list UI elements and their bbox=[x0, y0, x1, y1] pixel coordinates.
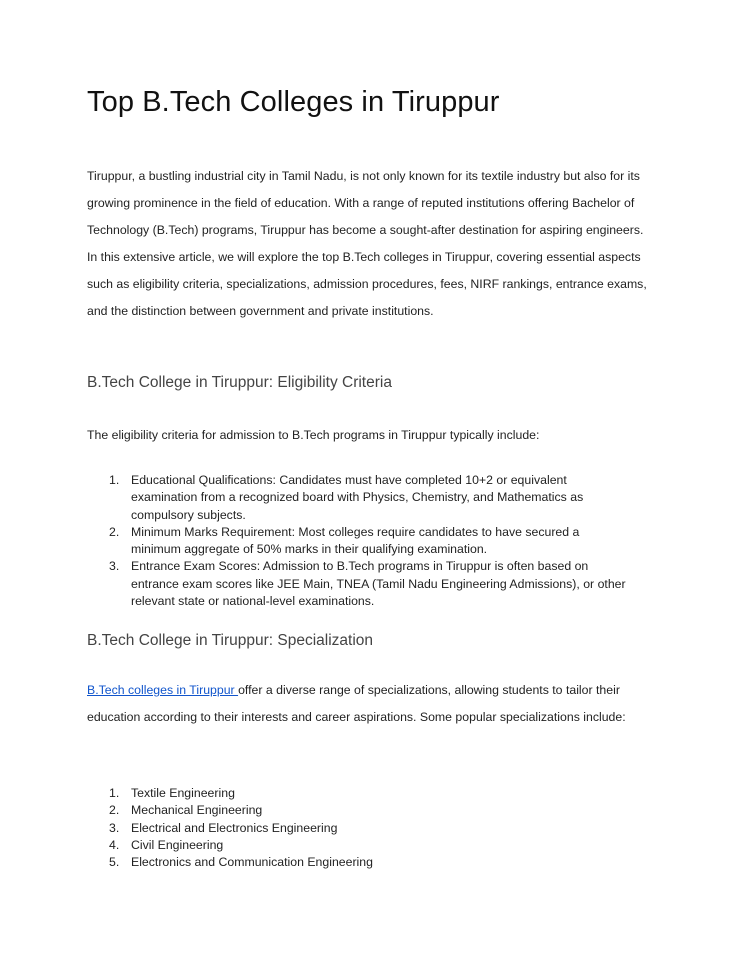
btech-colleges-link[interactable]: B.Tech colleges in Tiruppur bbox=[87, 683, 239, 697]
list-number: 2. bbox=[109, 803, 120, 818]
list-item-text: Minimum Marks Requirement: Most colleges require candidates to have secured a minimum aggregate of 50% marks in their qualifying examination. bbox=[131, 524, 580, 557]
list-number: 2. bbox=[109, 524, 120, 539]
list-item bbox=[87, 854, 487, 871]
list-item bbox=[87, 820, 487, 837]
specialization-paragraph-text: offer a diverse range of specializations, allowing students to tailor their education according to their interests and career aspirations. Some popular specializations include: bbox=[87, 683, 626, 724]
list-number: 1. bbox=[109, 473, 120, 487]
eligibility-heading: B.Tech College in Tiruppur: Eligibility Criteria bbox=[87, 374, 392, 391]
intro-paragraph: Tiruppur, a bustling industrial city in Tamil Nadu, is not only known for its textile industry but also for its growing prominence in the field of education. With a range of reputed institutions offering Bachelor of Technology (B.Tech) programs, Tiruppur has become a sought-after destination for aspiring engineers. In this extensive article, we will explore the top B.Tech colleges in Tiruppur, covering essential aspects such as eligibility criteria, specializations, admission procedures, fees, NIRF rankings, entrance exams, and the distinction between government and private institutions. bbox=[87, 169, 647, 318]
eligibility-lead: The eligibility criteria for admission to B.Tech programs in Tiruppur typically include: bbox=[87, 428, 540, 442]
list-item-text: Mechanical Engineering bbox=[131, 803, 263, 818]
list-number: 1. bbox=[109, 786, 120, 800]
list-item-text: Educational Qualifications: Candidates must have completed 10+2 or equivalent examination from a recognized board with Physics, Chemistry, and Mathematics as compulsory subjects. bbox=[131, 473, 584, 522]
list-item bbox=[87, 472, 627, 524]
list-item bbox=[87, 524, 627, 559]
list-number: 4. bbox=[109, 837, 120, 852]
list-item bbox=[87, 802, 487, 819]
list-number: 3. bbox=[109, 559, 120, 574]
eligibility-list bbox=[87, 472, 627, 610]
specialization-list bbox=[87, 785, 487, 871]
list-number: 5. bbox=[109, 855, 120, 870]
list-item bbox=[87, 558, 627, 610]
list-number: 3. bbox=[109, 820, 120, 835]
list-item-text: Electronics and Communication Engineering bbox=[131, 855, 373, 870]
page-title: Top B.Tech Colleges in Tiruppur bbox=[87, 86, 500, 118]
list-item bbox=[87, 785, 487, 802]
specialization-heading: B.Tech College in Tiruppur: Specialization bbox=[87, 632, 374, 649]
list-item-text: Electrical and Electronics Engineering bbox=[131, 820, 338, 835]
list-item-text: Civil Engineering bbox=[131, 837, 224, 852]
list-item-text: Entrance Exam Scores: Admission to B.Tech programs in Tiruppur is often based on entrance exam scores like JEE Main, TNEA (Tamil Nadu Engineering Admissions), or other relevant state or national-level examinations. bbox=[131, 559, 626, 609]
list-item-text: Textile Engineering bbox=[131, 786, 235, 800]
specialization-paragraph bbox=[87, 677, 652, 731]
list-item bbox=[87, 837, 487, 854]
